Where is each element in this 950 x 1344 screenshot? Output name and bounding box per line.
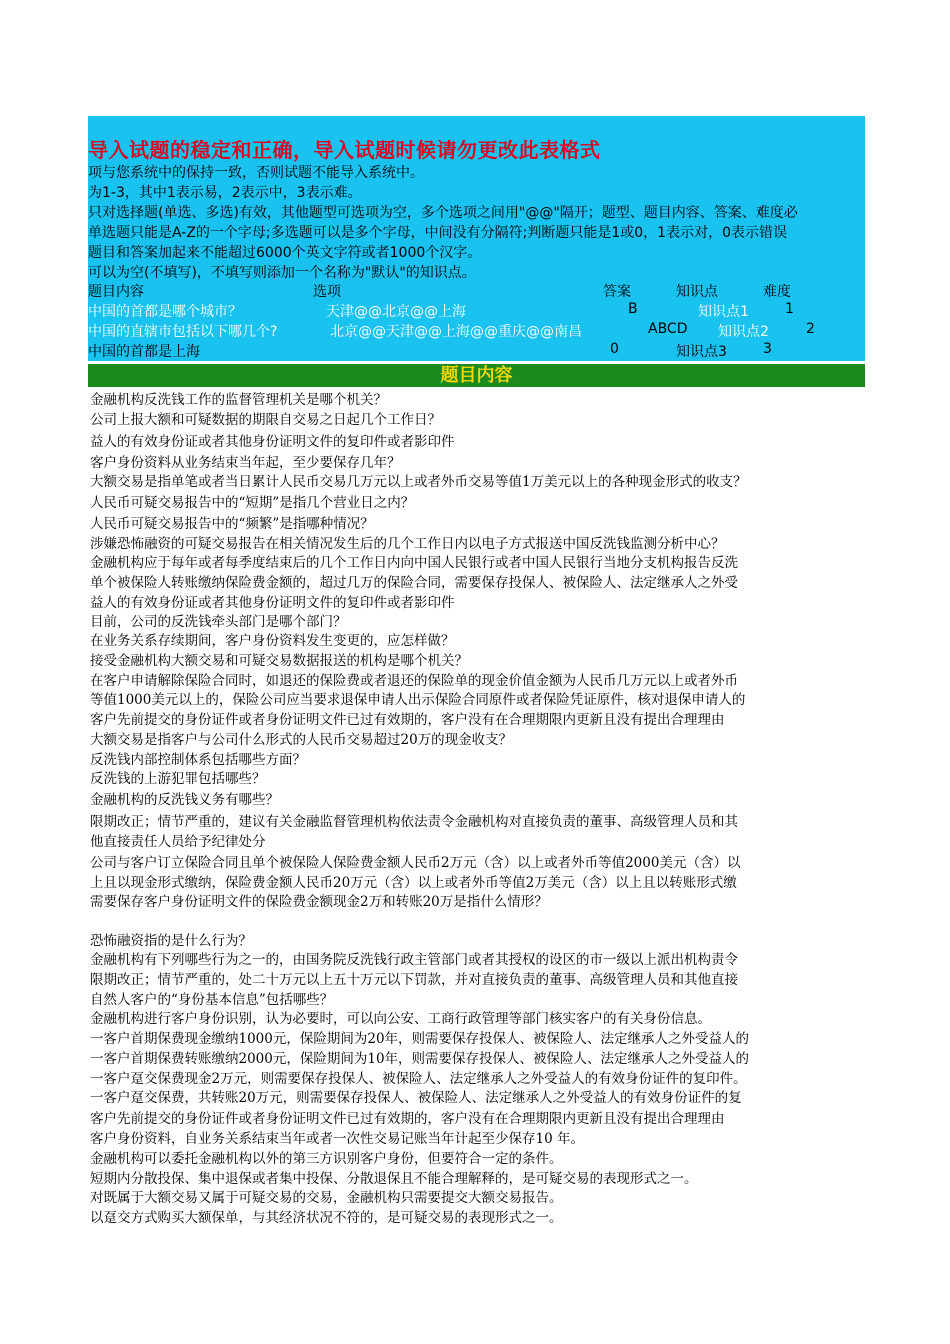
example-question: 中国的首都是哪个城市？ [88, 304, 242, 320]
question-row[interactable]: 他直接责任人员给予纪律处分 [90, 834, 266, 850]
instruction-line: 只对选择题(单选、多选)有效，其他题型可选项为空，多个选项之间用"@@"隔开；题型、题目内容、答案、难度必 [88, 205, 798, 221]
question-row[interactable]: 接受金融机构大额交易和可疑交易数据报送的机构是哪个机关？ [90, 653, 468, 669]
instruction-title: 导入试题的稳定和正确，导入试题时候请勿更改此表格式 [88, 138, 601, 162]
question-row[interactable]: 人民币可疑交易报告中的“短期”是指几个营业日之内？ [90, 495, 415, 511]
instruction-line: 为1-3，其中1表示易，2表示中，3表示难。 [88, 185, 362, 201]
question-row[interactable]: 益人的有效身份证或者其他身份证明文件的复印件或者影印件 [90, 595, 455, 611]
question-row[interactable]: 一客户首期保费现金缴纳1000元，保险期间为20年，则需要保存投保人、被保险人、法定继承人之外受益人的 [90, 1031, 750, 1047]
question-row[interactable]: 自然人客户的“身份基本信息”包括哪些？ [90, 992, 334, 1008]
example-question: 中国的首都是上海 [88, 344, 200, 360]
question-row[interactable]: 益人的有效身份证或者其他身份证明文件的复印件或者影印件 [90, 434, 455, 450]
question-row[interactable]: 一客户趸交保费，共转账20万元，则需要保存投保人、被保险人、法定继承人之外受益人的有效身份证件的复 [90, 1090, 742, 1106]
question-row[interactable]: 需要保存客户身份证明文件的保险费金额现金2万和转账20万是指什么情形？ [90, 894, 548, 910]
question-row[interactable]: 在业务关系存续期间，客户身份资料发生变更的，应怎样做？ [90, 633, 455, 649]
example-header-answer: 答案 [603, 284, 631, 300]
example-knowledge: 知识点1 [698, 304, 749, 320]
question-row[interactable]: 金融机构反洗钱工作的监督管理机关是哪个机关？ [90, 392, 387, 408]
question-row[interactable]: 涉嫌恐怖融资的可疑交易报告在相关情况发生后的几个工作日内以电子方式报送中国反洗钱监测分析中心？ [90, 536, 725, 552]
column-header-title: 题目内容 [440, 365, 513, 386]
question-row[interactable]: 金融机构可以委托金融机构以外的第三方识别客户身份，但要符合一定的条件。 [90, 1151, 563, 1167]
instruction-line: 项与您系统中的保持一致，否则试题不能导入系统中。 [88, 165, 424, 181]
instruction-line: 可以为空(不填写)，不填写则添加一个名称为"默认"的知识点。 [88, 265, 476, 281]
question-row[interactable]: 等值1000美元以上的，保险公司应当要求退保申请人出示保险合同原件或者保险凭证原件，核对退保申请人的 [90, 692, 746, 708]
question-row[interactable]: 公司上报大额和可疑数据的期限自交易之日起几个工作日？ [90, 412, 441, 428]
question-row[interactable]: 客户先前提交的身份证件或者身份证明文件已过有效期的，客户没有在合理期限内更新且没有提出合理理由 [90, 712, 725, 728]
question-row[interactable]: 金融机构进行客户身份识别，认为必要时，可以向公安、工商行政管理等部门核实客户的有关身份信息。 [90, 1011, 711, 1027]
example-answer: B [628, 301, 638, 317]
question-row[interactable]: 上且以现金形式缴纳，保险费金额人民币20万元（含）以上或者外币等值2万美元（含）以上且以转账形式缴 [90, 875, 737, 891]
question-row[interactable]: 反洗钱内部控制体系包括哪些方面？ [90, 752, 306, 768]
question-row[interactable]: 金融机构有下列哪些行为之一的，由国务院反洗钱行政主管部门或者其授权的设区的市一级以上派出机构责令 [90, 952, 738, 968]
example-question: 中国的直辖市包括以下哪几个? [88, 324, 278, 340]
question-row[interactable]: 目前，公司的反洗钱牵头部门是哪个部门？ [90, 614, 347, 630]
column-header-bar[interactable] [88, 364, 865, 387]
example-difficulty: 3 [763, 341, 772, 357]
instruction-line: 题目和答案加起来不能超过6000个英文字符或者1000个汉字。 [88, 245, 482, 261]
question-row[interactable]: 一客户首期保费转账缴纳2000元，保险期间为10年，则需要保存投保人、被保险人、法定继承人之外受益人的 [90, 1051, 750, 1067]
instruction-line: 单选题只能是A-Z的一个字母;多选题可以是多个字母，中间没有分隔符;判断题只能是1或0，1表示对，0表示错误 [88, 225, 787, 241]
question-row[interactable]: 公司与客户订立保险合同且单个被保险人保险费金额人民币2万元（含）以上或者外币等值2000美元（含）以 [90, 855, 741, 871]
question-row[interactable]: 恐怖融资指的是什么行为？ [90, 933, 252, 949]
question-row[interactable]: 反洗钱的上游犯罪包括哪些？ [90, 771, 266, 787]
example-knowledge: 知识点2 [718, 324, 769, 340]
instruction-panel [88, 116, 865, 361]
question-row[interactable]: 客户身份资料从业务结束当年起，至少要保存几年？ [90, 455, 401, 471]
question-row[interactable]: 大额交易是指客户与公司什么形式的人民币交易超过20万的现金收支？ [90, 732, 513, 748]
question-row[interactable]: 一客户趸交保费现金2万元，则需要保存投保人、被保险人、法定继承人之外受益人的有效身份证件的复印件。 [90, 1071, 747, 1087]
question-row[interactable]: 金融机构应于每年或者每季度结束后的几个工作日内向中国人民银行或者中国人民银行当地分支机构报告反洗 [90, 555, 738, 571]
example-header-options: 选项 [313, 284, 341, 300]
example-header-difficulty: 难度 [763, 284, 791, 300]
example-options: 天津@@北京@@上海 [326, 304, 466, 320]
question-row[interactable]: 客户身份资料，自业务关系结束当年或者一次性交易记账当年计起至少保存10 年。 [90, 1131, 584, 1147]
question-row[interactable]: 以趸交方式购买大额保单，与其经济状况不符的，是可疑交易的表现形式之一。 [90, 1210, 563, 1226]
question-row[interactable]: 人民币可疑交易报告中的“频繁”是指哪种情况？ [90, 516, 374, 532]
example-knowledge: 知识点3 [676, 344, 727, 360]
question-row[interactable]: 在客户申请解除保险合同时，如退还的保险费或者退还的保险单的现金价值金额为人民币几万元以上或者外币 [90, 673, 738, 689]
example-answer: ABCD [648, 321, 688, 337]
example-options: 北京@@天津@@上海@@重庆@@南昌 [330, 324, 582, 340]
question-row[interactable]: 大额交易是指单笔或者当日累计人民币交易几万元以上或者外币交易等值1万美元以上的各种现金形式的收支？ [90, 474, 747, 490]
question-row[interactable]: 对既属于大额交易又属于可疑交易的交易，金融机构只需要提交大额交易报告。 [90, 1190, 563, 1206]
example-header-content: 题目内容 [88, 284, 144, 300]
question-row[interactable]: 客户先前提交的身份证件或者身份证明文件已过有效期的，客户没有在合理期限内更新且没有提出合理理由 [90, 1111, 725, 1127]
question-row[interactable]: 短期内分散投保、集中退保或者集中投保、分散退保且不能合理解释的，是可疑交易的表现形式之一。 [90, 1171, 698, 1187]
question-row[interactable]: 金融机构的反洗钱义务有哪些？ [90, 792, 279, 808]
example-header-knowledge: 知识点 [676, 284, 718, 300]
question-row[interactable]: 限期改正；情节严重的，建议有关金融监督管理机构依法责令金融机构对直接负责的董事、高级管理人员和其 [90, 814, 738, 830]
question-row[interactable]: 限期改正；情节严重的，处二十万元以上五十万元以下罚款，并对直接负责的董事、高级管理人员和其他直接 [90, 972, 738, 988]
question-row[interactable]: 单个被保险人转账缴纳保险费金额的，超过几万的保险合同，需要保存投保人、被保险人、法定继承人之外受 [90, 575, 738, 591]
example-answer: 0 [610, 341, 619, 357]
example-difficulty: 1 [785, 301, 794, 317]
example-difficulty: 2 [806, 321, 815, 337]
